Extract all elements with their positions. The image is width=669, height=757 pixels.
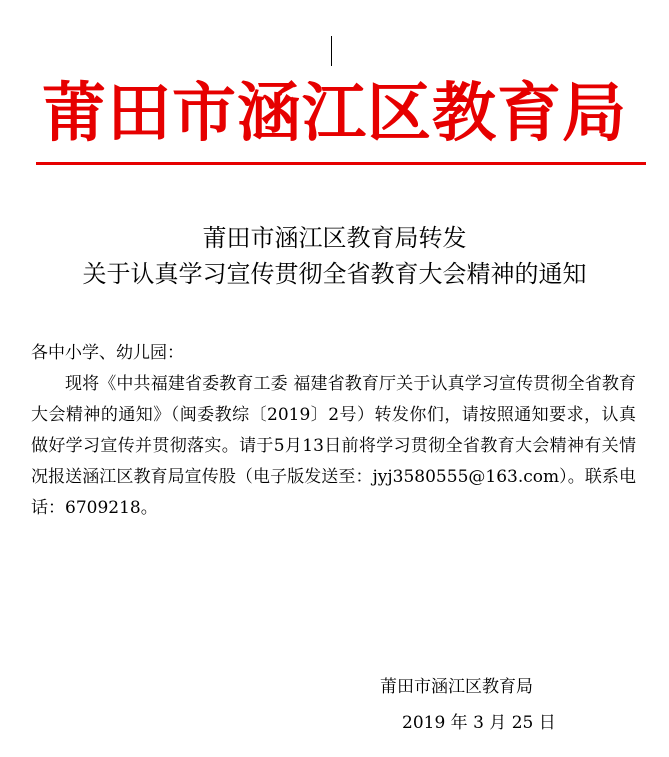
red-divider-line bbox=[36, 162, 646, 165]
salutation: 各中小学、幼儿园： bbox=[31, 343, 184, 363]
masthead-title: 莆田市涵江区教育局 bbox=[42, 76, 627, 151]
signature-organization: 莆田市涵江区教育局 bbox=[380, 677, 533, 697]
document-title-line2: 关于认真学习宣传贯彻全省教育大会精神的通知 bbox=[82, 260, 587, 288]
document-title-line1: 莆田市涵江区教育局转发 bbox=[202, 224, 467, 252]
signature-date: 2019 年 3 月 25 日 bbox=[402, 713, 556, 733]
text-cursor bbox=[331, 36, 332, 66]
body-paragraph: 现将《中共福建省委教育工委 福建省教育厅关于认真学习宣传贯彻全省教育大会精神的通知》（闽委教综〔2019〕2号）转发你们，请按照通知要求，认真做好学习宣传并贯彻落实。请于5月13日前将学习贯彻全省教育大会精神有关情况报送涵江区教育局宣传股（电子版发送至：jyj3580555@163.com）。联系电话：6709218。 bbox=[31, 374, 636, 518]
